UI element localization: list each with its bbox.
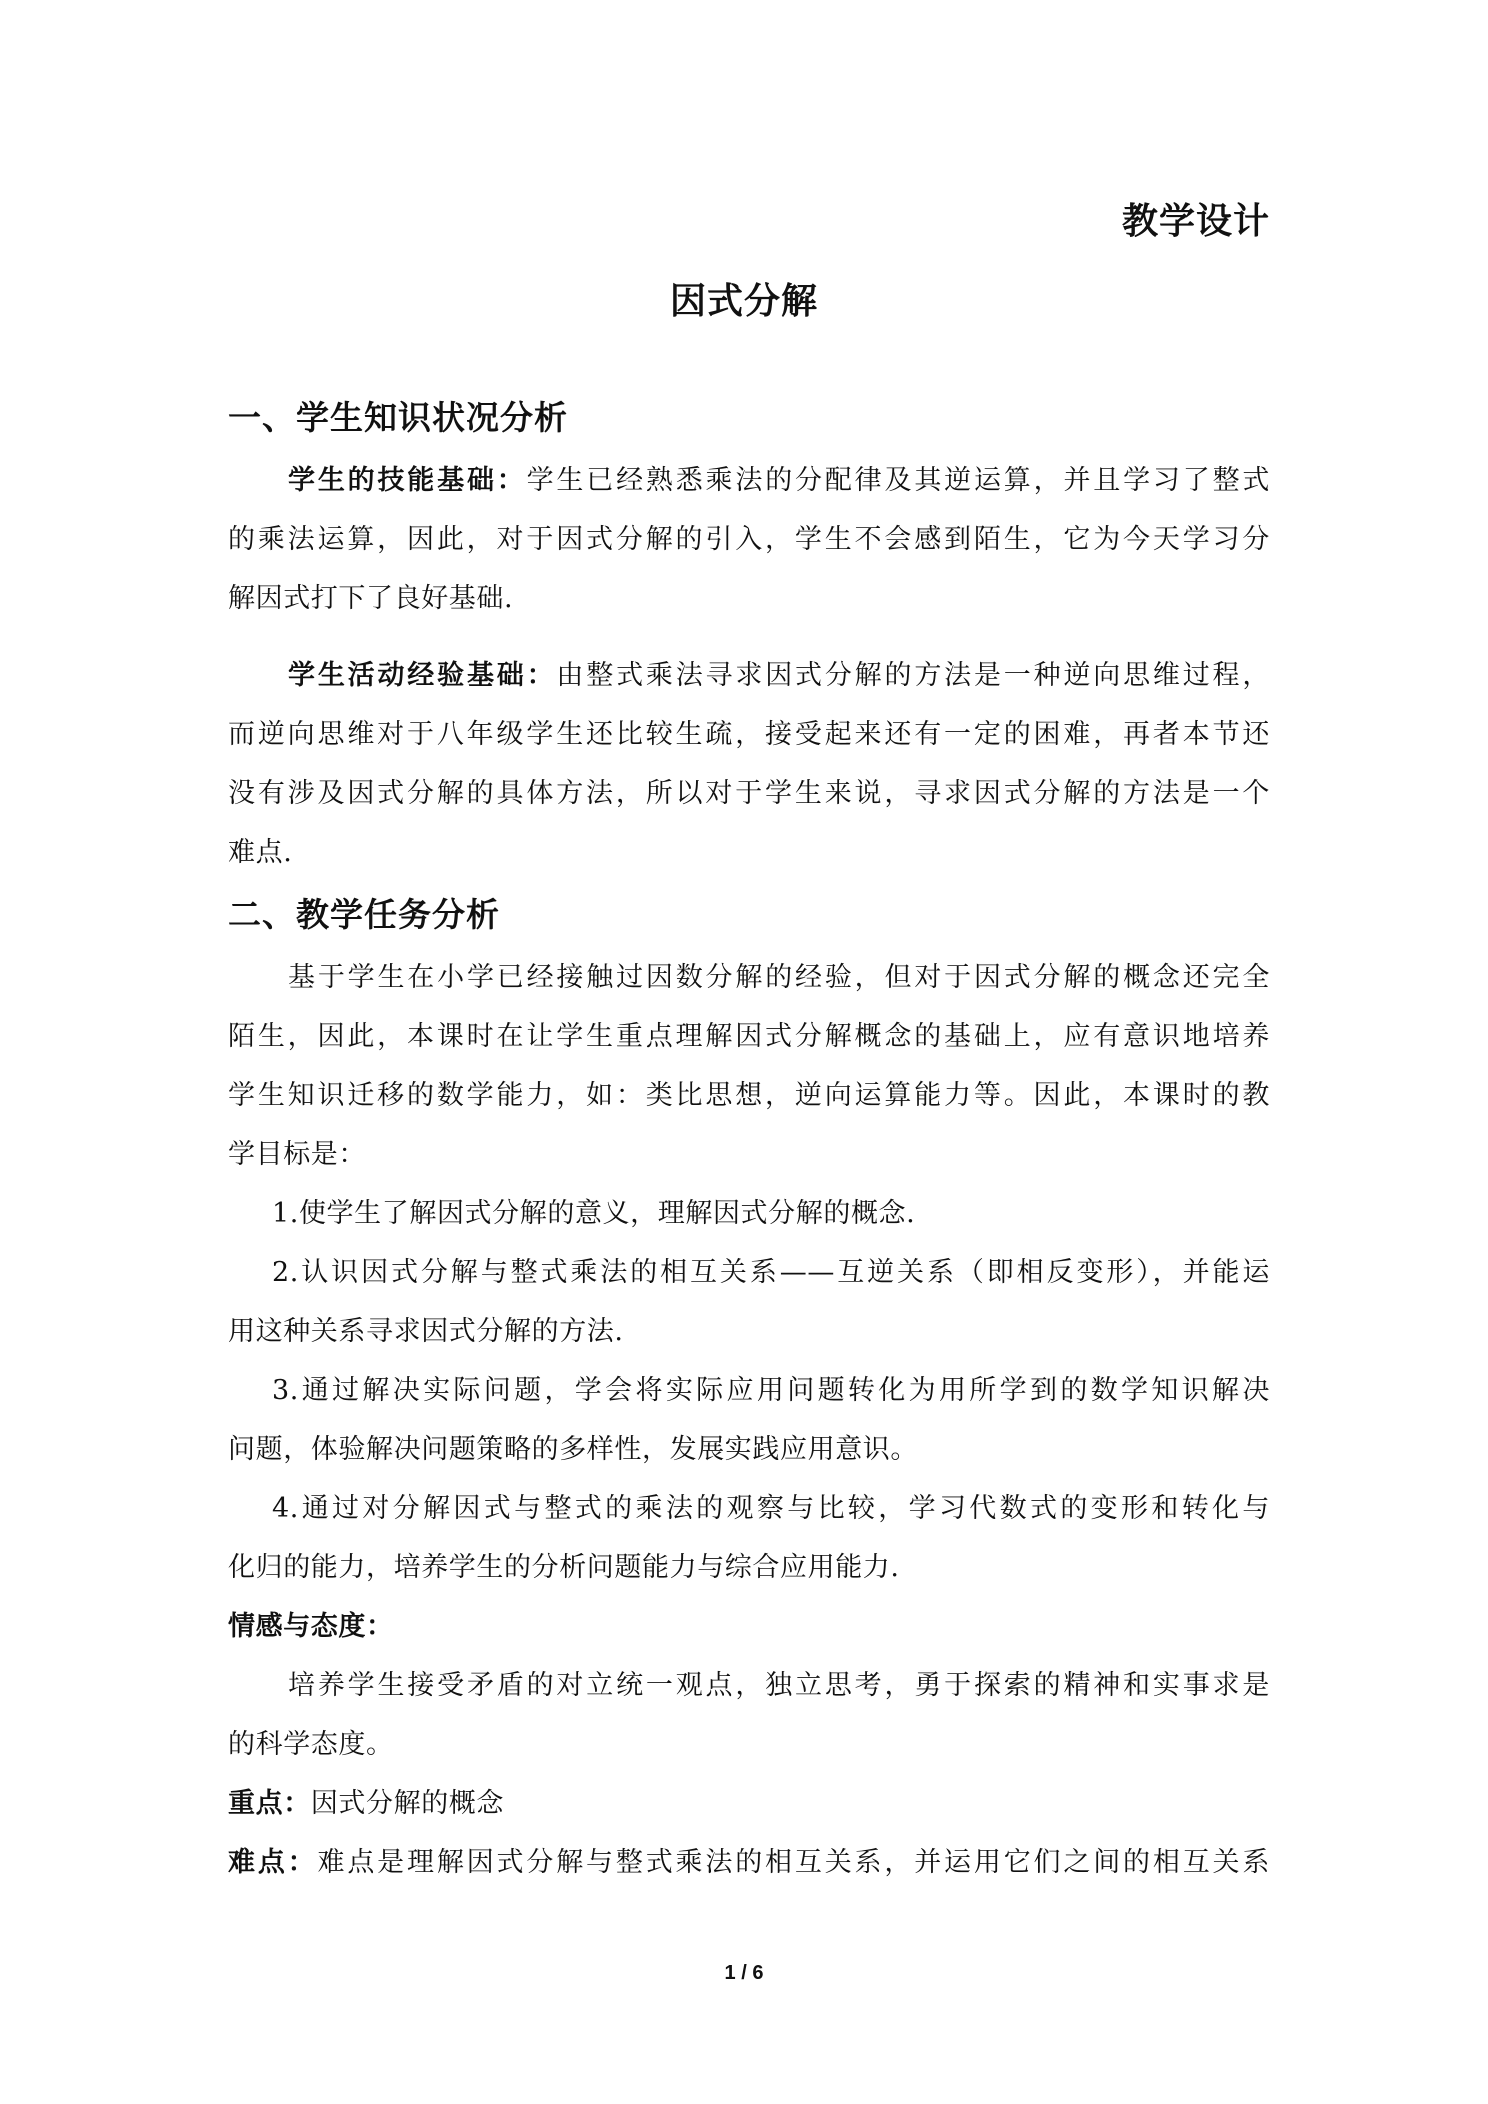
paragraph-text: 由整式乘法寻求因式分解的方法是一种逆向思维过程，	[556, 660, 1270, 691]
difficulty-label: 难点：	[228, 1847, 318, 1878]
difficulty-text: 难点是理解因式分解与整式乘法的相互关系，并运用它们之间的相互关系	[317, 1847, 1270, 1878]
objective-item-2: 2.认识因式分解与整式乘法的相互关系——互逆关系（即相反变形），并能运	[272, 1257, 1270, 1288]
key-point-line	[228, 1786, 1270, 1822]
paragraph-line: 没有涉及因式分解的具体方法，所以对于学生来说，寻求因式分解的方法是一个	[228, 778, 1270, 809]
paragraph-line: 的乘法运算，因此，对于因式分解的引入，学生不会感到陌生，它为今天学习分	[228, 524, 1270, 555]
paragraph-line: 基于学生在小学已经接触过因数分解的经验，但对于因式分解的概念还完全	[288, 962, 1270, 993]
paragraph-line: 解因式打下了良好基础.	[228, 583, 514, 614]
document-type-label: 教学设计	[1121, 201, 1270, 242]
document-title: 因式分解	[669, 281, 818, 322]
paragraph-line	[288, 463, 1270, 499]
objective-item-4-cont: 化归的能力，培养学生的分析问题能力与综合应用能力.	[228, 1552, 900, 1583]
paragraph-label: 学生活动经验基础：	[288, 660, 557, 691]
paragraph-line	[288, 658, 1270, 694]
emotion-attitude-label: 情感与态度：	[228, 1611, 394, 1642]
paragraph-line: 陌生，因此，本课时在让学生重点理解因式分解概念的基础上，应有意识地培养	[228, 1021, 1270, 1052]
key-point-label: 重点：	[228, 1788, 311, 1819]
section-heading-2: 二、教学任务分析	[228, 895, 500, 934]
objective-item-4: 4.通过对分解因式与整式的乘法的观察与比较，学习代数式的变形和转化与	[272, 1493, 1270, 1524]
objective-item-3: 3.通过解决实际问题，学会将实际应用问题转化为用所学到的数学知识解决	[272, 1375, 1270, 1406]
paragraph-line: 学目标是：	[228, 1139, 366, 1170]
paragraph-line: 难点.	[228, 837, 293, 868]
page-number: 1 / 6	[724, 1962, 764, 1984]
objective-item-3-cont: 问题，体验解决问题策略的多样性，发展实践应用意识。	[228, 1434, 918, 1465]
paragraph-line: 的科学态度。	[228, 1729, 394, 1760]
paragraph-line: 培养学生接受矛盾的对立统一观点，独立思考，勇于探索的精神和实事求是	[288, 1670, 1270, 1701]
difficulty-line	[228, 1845, 1270, 1881]
paragraph-text: 学生已经熟悉乘法的分配律及其逆运算，并且学习了整式	[526, 465, 1270, 496]
section-heading-1: 一、学生知识状况分析	[228, 398, 568, 437]
key-point-text: 因式分解的概念	[310, 1788, 505, 1819]
objective-item-2-cont: 用这种关系寻求因式分解的方法.	[228, 1316, 624, 1347]
objective-item-1: 1.使学生了解因式分解的意义，理解因式分解的概念.	[272, 1198, 916, 1229]
paragraph-line: 学生知识迁移的数学能力，如：类比思想，逆向运算能力等。因此，本课时的教	[228, 1080, 1270, 1111]
paragraph-line: 而逆向思维对于八年级学生还比较生疏，接受起来还有一定的困难，再者本节还	[228, 719, 1270, 750]
paragraph-label: 学生的技能基础：	[288, 465, 527, 496]
